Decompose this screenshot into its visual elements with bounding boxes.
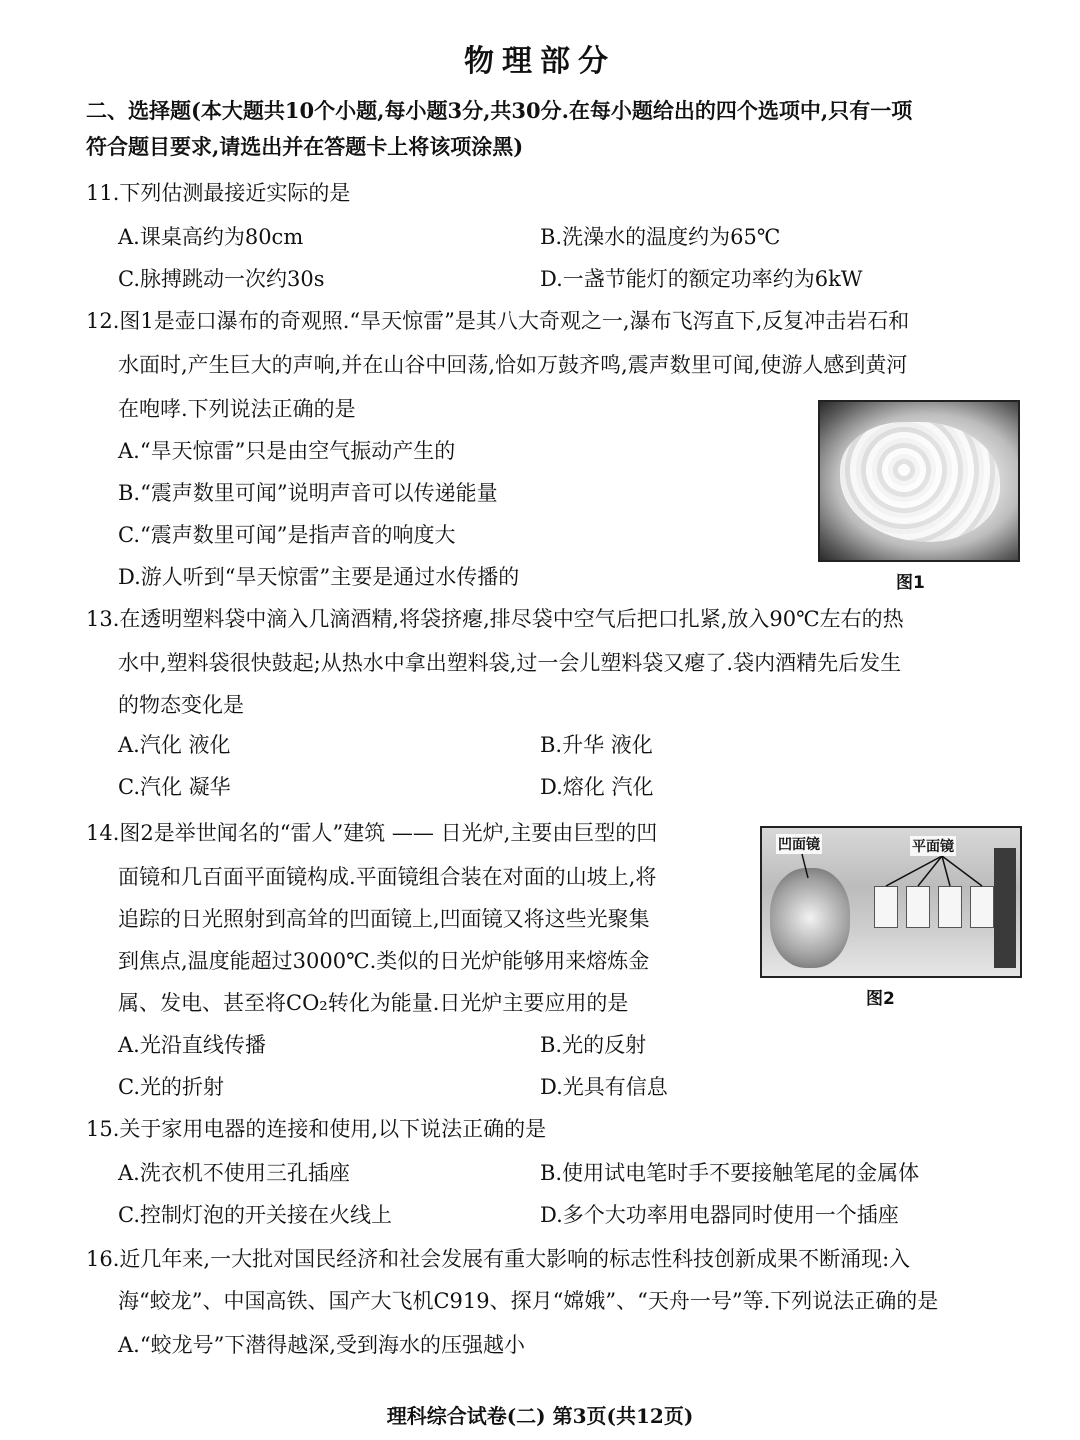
solar-furnace-photo [760, 826, 1022, 978]
q12-stem-line2: 水面时,产生巨大的声响,并在山谷中回荡,恰如万鼓齐鸣,震声数里可闻,使游人感到黄河 [118, 353, 908, 377]
q15-option-c: C.控制灯泡的开关接在火线上 [118, 1203, 392, 1227]
q14-stem-line4: 到焦点,温度能超过3000℃.类似的日光炉能够用来熔炼金 [118, 949, 650, 973]
q13-option-d: D.熔化 汽化 [540, 775, 654, 799]
figure-1-caption: 图1 [896, 573, 925, 593]
q15-option-b: B.使用试电笔时手不要接触笔尾的金属体 [540, 1161, 920, 1185]
q12-stem-line1: 12.图1是壶口瀑布的奇观照.“旱天惊雷”是其八大奇观之一,瀑布飞泻直下,反复冲击岩石和 [86, 309, 910, 333]
q14-stem-line3: 追踪的日光照射到高耸的凹面镜上,凹面镜又将这些光聚集 [118, 907, 650, 931]
page-footer: 理科综合试卷(二) 第3页(共12页) [386, 1404, 694, 1428]
q14-option-c: C.光的折射 [118, 1075, 224, 1099]
q12-stem-line3: 在咆哮.下列说法正确的是 [118, 397, 356, 421]
q14-stem-line1: 14.图2是举世闻名的“雷人”建筑 —— 日光炉,主要由巨型的凹 [86, 821, 658, 845]
q14-stem-line5: 属、发电、甚至将CO₂转化为能量.日光炉主要应用的是 [118, 991, 629, 1015]
section-header-line1: 二、选择题(本大题共10个小题,每小题3分,共30分.在每小题给出的四个选项中,只有一项 [86, 98, 913, 123]
q14-option-d: D.光具有信息 [540, 1075, 668, 1099]
page-title: 物理部分 [464, 44, 616, 79]
q11-option-b: B.洗澡水的温度约为65℃ [540, 225, 781, 249]
q16-stem-line1: 16.近几年来,一大批对国民经济和社会发展有重大影响的标志性科技创新成果不断涌现:入 [86, 1247, 911, 1271]
q12-option-a: A.“旱天惊雷”只是由空气振动产生的 [118, 439, 456, 463]
q15-option-a: A.洗衣机不使用三孔插座 [118, 1161, 350, 1185]
q15-stem: 15.关于家用电器的连接和使用,以下说法正确的是 [86, 1117, 547, 1141]
section-header-line2: 符合题目要求,请选出并在答题卡上将该项涂黑) [86, 134, 524, 159]
q12-option-d: D.游人听到“旱天惊雷”主要是通过水传播的 [118, 565, 520, 589]
q16-stem-line2: 海“蛟龙”、中国高铁、国产大飞机C919、探月“嫦娥”、“天舟一号”等.下列说法正确的是 [118, 1289, 939, 1313]
waterfall-mist-image [840, 422, 1000, 542]
q11-option-a: A.课桌高约为80cm [118, 225, 304, 249]
q14-stem-line2: 面镜和几百面平面镜构成.平面镜组合装在对面的山坡上,将 [118, 865, 657, 889]
q11-stem: 11.下列估测最接近实际的是 [86, 181, 351, 205]
q13-stem-line1: 13.在透明塑料袋中滴入几滴酒精,将袋挤瘪,排尽袋中空气后把口扎紧,放入90℃左右的热 [86, 607, 904, 631]
q13-option-a: A.汽化 液化 [118, 733, 231, 757]
q13-option-c: C.汽化 凝华 [118, 775, 231, 799]
waterfall-photo [818, 400, 1020, 562]
plane-mirror-label: 平面镜 [910, 836, 956, 856]
q12-option-b: B.“震声数里可闻”说明声音可以传递能量 [118, 481, 498, 505]
q13-stem-line2: 水中,塑料袋很快鼓起;从热水中拿出塑料袋,过一会儿塑料袋又瘪了.袋内酒精先后发生 [118, 651, 902, 675]
q15-option-d: D.多个大功率用电器同时使用一个插座 [540, 1203, 899, 1227]
q14-option-b: B.光的反射 [540, 1033, 647, 1057]
q13-option-b: B.升华 液化 [540, 733, 653, 757]
concave-mirror-label: 凹面镜 [776, 834, 822, 854]
q12-option-c: C.“震声数里可闻”是指声音的响度大 [118, 523, 456, 547]
q13-stem-line3: 的物态变化是 [118, 693, 244, 717]
q11-option-d: D.一盏节能灯的额定功率约为6kW [540, 267, 863, 291]
q16-option-a: A.“蛟龙号”下潜得越深,受到海水的压强越小 [118, 1333, 525, 1357]
q14-option-a: A.光沿直线传播 [118, 1033, 266, 1057]
figure-2-caption: 图2 [866, 989, 895, 1009]
q11-option-c: C.脉搏跳动一次约30s [118, 267, 325, 291]
